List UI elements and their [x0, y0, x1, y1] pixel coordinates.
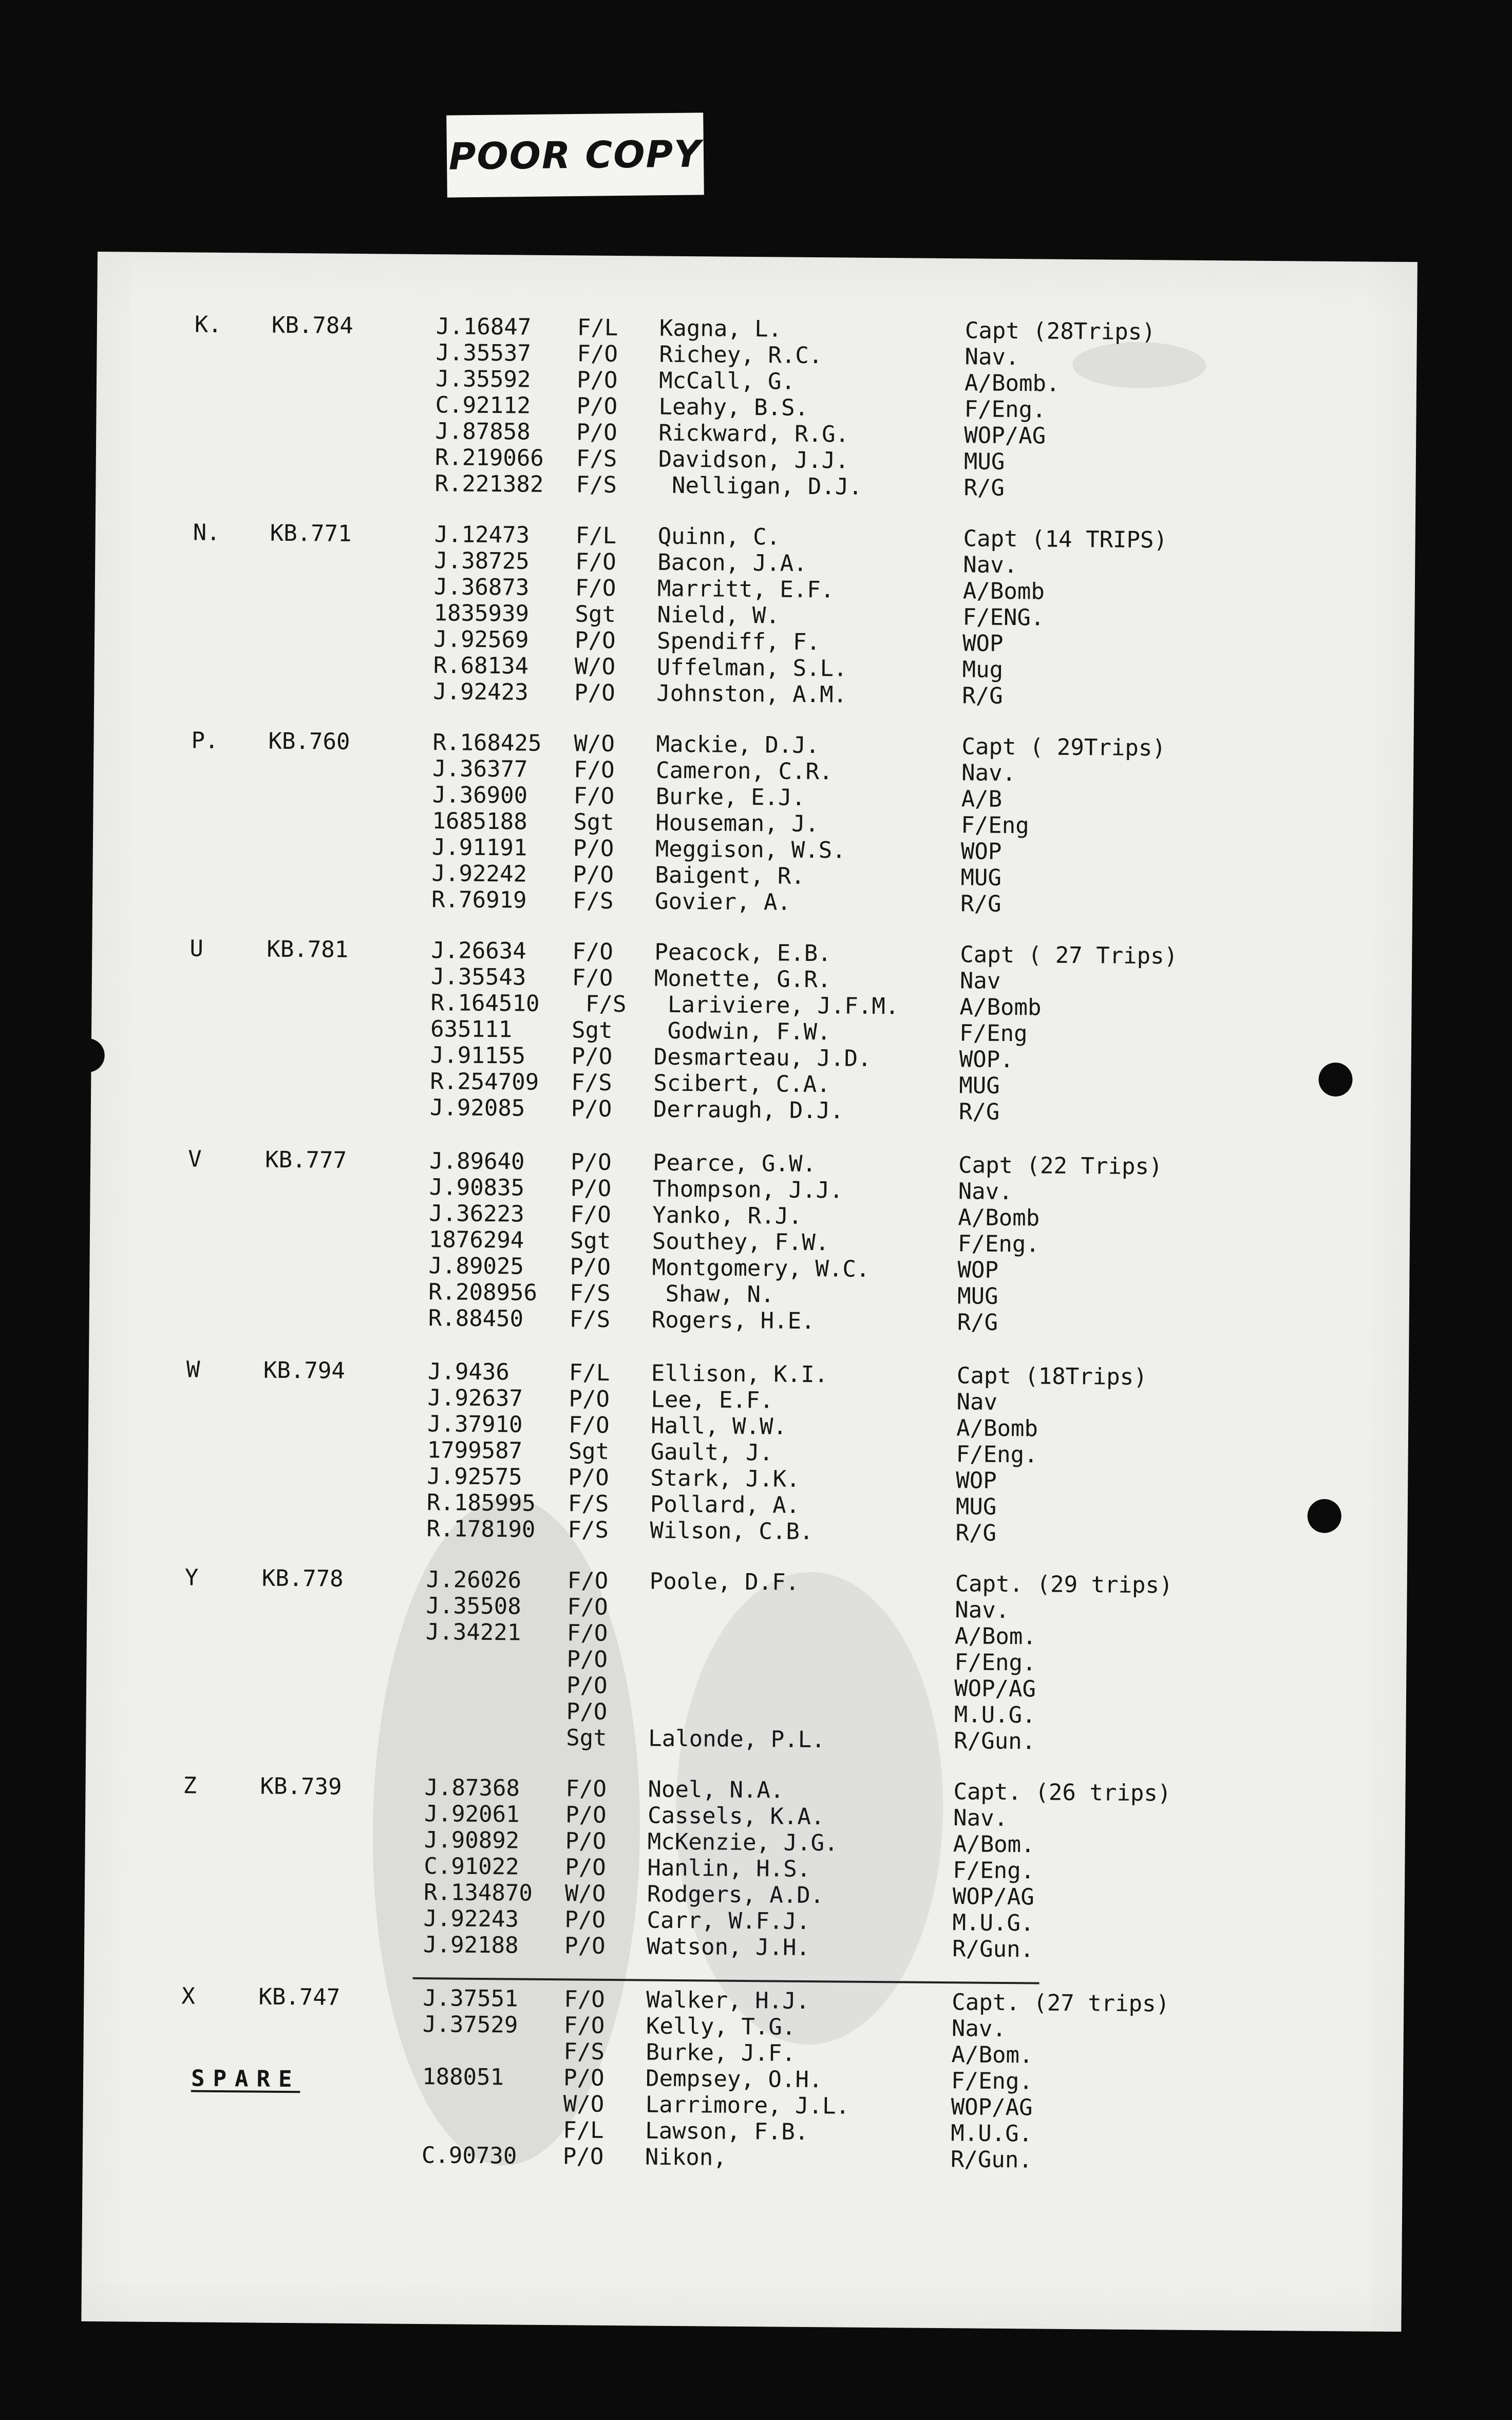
rank: P/O	[562, 2143, 604, 2170]
rank: F/O	[567, 1594, 608, 1620]
service-number: 1876294	[428, 1226, 524, 1254]
member-name: Carr, W.F.J.	[647, 1907, 810, 1935]
rank: P/O	[565, 1854, 607, 1881]
rank: F/O	[564, 1986, 605, 2013]
crew-role: A/Bomb	[956, 1415, 1038, 1442]
crew-role: WOP	[957, 1257, 999, 1283]
spare-label: SPARE	[191, 2065, 300, 2093]
aircraft-letter: N.	[193, 519, 220, 546]
member-name: Uffelman, S.L.	[656, 654, 847, 682]
member-name: Desmarteau, J.D.	[653, 1044, 872, 1072]
crew-role: M.U.G.	[952, 1909, 1034, 1937]
aircraft-serial: KB.747	[258, 1983, 341, 2011]
member-name: Baigent, R.	[655, 862, 805, 890]
rank: W/O	[574, 730, 615, 757]
member-name: Godwin, F.W.	[653, 1017, 831, 1046]
member-name: Quinn, C.	[657, 523, 781, 551]
rank: F/O	[573, 757, 615, 783]
rank: P/O	[565, 1828, 607, 1855]
poor-copy-label: POOR COPY	[448, 132, 702, 178]
service-number: J.35508	[426, 1593, 521, 1620]
member-name: Nield, W.	[657, 601, 780, 629]
rank: P/O	[563, 2065, 604, 2091]
rank: F/O	[568, 1412, 610, 1439]
member-name: Pearce, G.W.	[652, 1149, 817, 1178]
rank: P/O	[564, 1906, 606, 1933]
rank: P/O	[566, 1698, 608, 1725]
crew-role: M.U.G.	[951, 2120, 1033, 2147]
rank: P/O	[569, 1386, 610, 1412]
member-name: Davidson, J.J.	[658, 446, 849, 474]
rank: P/O	[570, 1175, 612, 1202]
rank: F/O	[565, 1775, 607, 1802]
service-number: J.92085	[429, 1094, 525, 1122]
crew-role: R/G	[960, 891, 1001, 917]
rank: P/O	[565, 1802, 607, 1828]
service-number: C.91022	[424, 1853, 519, 1880]
crew-role: F/Eng.	[951, 2068, 1033, 2095]
crew-role: F/Eng.	[956, 1441, 1038, 1468]
crew-role: R/G	[955, 1520, 997, 1546]
rank: F/O	[577, 341, 618, 367]
member-name: Shaw, N.	[651, 1280, 774, 1308]
crew-role: A/Bom.	[954, 1623, 1037, 1650]
service-number: R.219066	[434, 444, 544, 471]
member-name: Houseman, J.	[655, 809, 819, 838]
crew-role: M.U.G.	[954, 1701, 1036, 1729]
member-name: Burke, J.F.	[646, 2039, 796, 2067]
service-number: J.37529	[422, 2011, 518, 2038]
rank: Sgt	[573, 809, 614, 836]
crew-role: R/Gun.	[950, 2146, 1033, 2173]
rank: F/S	[572, 991, 627, 1018]
service-number: J.92061	[424, 1801, 520, 1828]
service-number: J.26026	[426, 1566, 522, 1594]
member-name: Poole, D.F.	[649, 1568, 800, 1596]
service-number: J.16847	[436, 313, 532, 341]
rank: F/L	[563, 2117, 604, 2144]
rank: F/S	[563, 2038, 605, 2065]
crew-role: F/Eng.	[957, 1231, 1040, 1258]
service-number: J.91155	[430, 1042, 526, 1069]
crew-role: Capt (14 TRIPS)	[963, 525, 1168, 554]
service-number: J.38725	[434, 547, 530, 575]
member-name: McKenzie, J.G.	[647, 1828, 838, 1857]
aircraft-serial: KB.778	[261, 1565, 344, 1592]
crew-role: WOP/AG	[964, 422, 1046, 449]
rank: F/O	[566, 1620, 608, 1647]
crew-role: F/Eng.	[964, 396, 1046, 423]
rank: P/O	[570, 1254, 611, 1280]
crew-role: WOP	[956, 1467, 997, 1494]
crew-role: A/Bomb	[958, 1204, 1040, 1232]
member-name: Rogers, H.E.	[651, 1307, 815, 1335]
crew-role: WOP/AG	[951, 2094, 1033, 2121]
service-number: J.92242	[431, 860, 527, 887]
rank: F/L	[577, 314, 618, 341]
rank: F/O	[570, 1201, 611, 1228]
member-name: Lariviere, J.F.M.	[654, 991, 899, 1020]
crew-role: WOP.	[959, 1046, 1014, 1073]
aircraft-letter: Y	[184, 1564, 199, 1591]
rank: F/O	[563, 2012, 605, 2039]
rank: P/O	[573, 835, 614, 862]
crew-role: Nav.	[951, 2015, 1007, 2042]
rank: F/O	[573, 783, 615, 809]
rank: F/S	[568, 1517, 609, 1543]
crew-role: WOP/AG	[952, 1883, 1035, 1911]
rank: F/S	[568, 1490, 609, 1517]
member-name: Peacock, E.B.	[654, 939, 831, 967]
rank: P/O	[566, 1646, 608, 1673]
service-number: R.221382	[434, 470, 544, 498]
rank: P/O	[573, 861, 614, 888]
crew-role: Capt (22 Trips)	[958, 1152, 1163, 1180]
aircraft-letter: Z	[183, 1772, 197, 1799]
crew-role: A/Bomb.	[964, 370, 1060, 397]
service-number: J.89025	[428, 1253, 524, 1280]
rank: F/S	[576, 445, 617, 472]
rank: P/O	[571, 1043, 613, 1070]
rank: F/O	[572, 965, 613, 991]
crew-role: Capt. (26 trips)	[953, 1779, 1171, 1807]
member-name: Hanlin, H.S.	[647, 1855, 811, 1882]
member-name: Montgomery, W.C.	[652, 1254, 870, 1282]
crew-role: A/Bom.	[951, 2041, 1033, 2069]
crew-section	[87, 1564, 1407, 1755]
service-number: J.90835	[429, 1174, 525, 1201]
rank: Sgt	[571, 1017, 613, 1044]
crew-role: A/Bomb	[962, 578, 1045, 605]
rank: W/O	[564, 1880, 606, 1907]
member-name: Rickward, R.G.	[658, 420, 849, 448]
crew-role: R/G	[963, 475, 1005, 501]
crew-role: Nav	[956, 1389, 998, 1415]
member-name: Johnston, A.M.	[656, 680, 847, 708]
service-number: R.88450	[428, 1305, 524, 1332]
rank: F/S	[569, 1280, 611, 1307]
crew-role: Nav	[959, 968, 1001, 994]
crew-role: Mug	[962, 656, 1004, 683]
crew-role: MUG	[959, 1072, 1000, 1099]
crew-role: R/G	[958, 1099, 1000, 1125]
service-number: J.90892	[424, 1827, 520, 1854]
crew-role: F/Eng.	[954, 1649, 1036, 1676]
member-name: Kagna, L.	[659, 315, 782, 343]
member-name: Walker, H.J.	[646, 1987, 810, 2014]
rank: F/O	[575, 575, 616, 601]
service-number: J.87368	[424, 1774, 520, 1802]
member-name: Hall, W.W.	[650, 1412, 787, 1440]
crew-section	[97, 311, 1417, 501]
member-name: Stark, J.K.	[650, 1465, 800, 1492]
crew-role: Nav.	[963, 552, 1018, 579]
member-name: Govier, A.	[654, 888, 791, 916]
crew-role: R/G	[957, 1309, 998, 1336]
service-number: J.92575	[427, 1463, 522, 1490]
crew-role: MUG	[955, 1493, 997, 1520]
rank: F/S	[576, 471, 617, 498]
service-number: R.76919	[431, 886, 527, 914]
member-name: Thompson, J.J.	[652, 1176, 843, 1204]
service-number: J.92637	[427, 1385, 523, 1412]
service-number: J.36377	[432, 755, 528, 783]
rank: F/L	[569, 1359, 610, 1386]
service-number: 635111	[430, 1016, 513, 1043]
service-number: J.34221	[425, 1619, 521, 1646]
crew-role: Nav.	[965, 344, 1019, 371]
rank: F/S	[572, 887, 614, 914]
member-name: Leahy, B.S.	[658, 393, 809, 421]
service-number: J.35537	[436, 339, 532, 367]
aircraft-letter: P.	[191, 727, 219, 754]
service-number: 1685188	[432, 808, 527, 835]
service-number: 1799587	[427, 1437, 523, 1464]
rank: P/O	[564, 1933, 606, 1959]
service-number: J.37910	[427, 1411, 523, 1438]
rank: Sgt	[568, 1438, 610, 1465]
service-number: R.164510	[430, 990, 540, 1017]
aircraft-letter: V	[187, 1146, 202, 1173]
crew-section	[96, 519, 1415, 709]
member-name: Watson, J.H.	[646, 1933, 810, 1961]
aircraft-serial: KB.771	[270, 520, 352, 547]
service-number: J.35543	[430, 963, 526, 991]
rank: P/O	[574, 679, 615, 706]
service-number: J.91191	[431, 834, 527, 861]
crew-role: R/G	[962, 683, 1003, 709]
service-number: R.168425	[432, 729, 542, 757]
crew-role: A/B	[961, 786, 1003, 812]
member-name: Nelligan, D.J.	[658, 472, 863, 500]
service-number: C.90730	[421, 2142, 517, 2169]
member-name: Scibert, C.A.	[653, 1070, 830, 1098]
crew-role: Capt. (29 trips)	[955, 1571, 1173, 1599]
member-name: Cameron, C.R.	[655, 757, 833, 785]
crew-role: R/Gun.	[952, 1936, 1034, 1963]
service-number: J.12473	[434, 521, 530, 549]
crew-section	[92, 935, 1412, 1125]
service-number: J.92188	[423, 1932, 519, 1959]
service-number: J.36900	[432, 782, 528, 809]
crew-role: MUG	[963, 448, 1005, 475]
crew-role: A/Bomb	[959, 994, 1042, 1021]
service-number: J.26634	[431, 937, 526, 965]
rank: W/O	[563, 2091, 604, 2118]
crew-role: Capt (28Trips)	[965, 317, 1156, 346]
member-name: Noel, N.A.	[648, 1776, 784, 1804]
crew-role: F/ENG.	[962, 604, 1045, 631]
rank: P/O	[571, 1095, 612, 1122]
crew-roster-page	[81, 252, 1418, 2332]
crew-role: WOP	[960, 838, 1002, 865]
service-number: R.254709	[430, 1068, 539, 1095]
member-name: Derraugh, D.J.	[653, 1096, 844, 1124]
service-number: R.68134	[433, 652, 529, 679]
rank: P/O	[570, 1149, 612, 1176]
member-name: McCall, G.	[658, 367, 796, 395]
poor-copy-stamp	[446, 112, 704, 197]
rank: P/O	[576, 419, 617, 446]
crew-role: Nav.	[961, 760, 1016, 787]
member-name: Monette, G.R.	[654, 965, 831, 993]
aircraft-serial: KB.794	[263, 1357, 346, 1384]
service-number: 188051	[422, 2064, 504, 2091]
rank: P/O	[576, 367, 618, 393]
crew-role: Nav.	[958, 1178, 1013, 1205]
rank: P/O	[574, 627, 616, 654]
aircraft-serial: KB.781	[267, 936, 349, 963]
member-name: Pollard, A.	[650, 1491, 800, 1519]
service-number: R.134870	[423, 1879, 533, 1906]
aircraft-serial: KB.777	[264, 1146, 347, 1174]
crew-role: A/Bom.	[953, 1831, 1035, 1858]
rank: P/O	[576, 393, 618, 420]
rank: W/O	[574, 653, 616, 680]
service-number: J.36223	[429, 1200, 524, 1227]
member-name: Wilson, C.B.	[650, 1517, 814, 1545]
aircraft-serial: KB.739	[260, 1773, 342, 1800]
member-name: Mackie, D.J.	[656, 731, 820, 759]
service-number: C.92112	[435, 392, 531, 419]
member-name: Ellison, K.I.	[651, 1360, 828, 1388]
crew-role: WOP/AG	[954, 1675, 1036, 1703]
member-name: Southey, F.W.	[652, 1228, 829, 1256]
aircraft-letter: U	[190, 935, 204, 962]
crew-role: R/Gun.	[954, 1728, 1036, 1755]
rank: P/O	[566, 1672, 608, 1699]
member-name: Kelly, T.G.	[646, 2013, 796, 2040]
service-number: R.178190	[426, 1516, 536, 1543]
service-number: J.37551	[423, 1985, 518, 2012]
crew-section	[94, 727, 1414, 917]
member-name: Meggison, W.S.	[655, 836, 846, 864]
crew-role: F/Eng.	[953, 1857, 1035, 1884]
service-number: 1835939	[433, 600, 530, 627]
member-name: Gault, J.	[650, 1439, 773, 1466]
member-name: Cassels, K.A.	[647, 1802, 825, 1830]
service-number: J.92243	[423, 1905, 519, 1933]
member-name: Dempsey, O.H.	[645, 2065, 823, 2093]
service-number: J.35592	[435, 366, 531, 393]
rank: Sgt	[566, 1725, 607, 1751]
rank: F/O	[575, 549, 616, 575]
crew-role: Capt. (27 trips)	[952, 1989, 1170, 2017]
crew-role: MUG	[960, 864, 1002, 891]
aircraft-letter: W	[186, 1356, 200, 1383]
crew-role: WOP	[962, 630, 1004, 657]
crew-role: Capt (18Trips)	[956, 1363, 1147, 1391]
rank: P/O	[568, 1464, 609, 1491]
crew-role: F/Eng	[959, 1020, 1028, 1047]
aircraft-serial: KB.760	[268, 728, 350, 755]
member-name: Larrimore, J.L.	[645, 2091, 850, 2120]
aircraft-letter: K.	[194, 311, 222, 338]
rank: F/S	[569, 1306, 611, 1333]
member-name: Richey, R.C.	[659, 341, 823, 369]
service-number: J.87858	[435, 418, 531, 445]
rank: F/L	[575, 522, 617, 549]
crew-section	[90, 1145, 1410, 1336]
crew-role: F/Eng	[961, 812, 1029, 839]
member-name: Marritt, E.F.	[657, 575, 835, 603]
member-name: Lawson, F.B.	[645, 2118, 809, 2145]
member-name: Yanko, R.J.	[652, 1202, 802, 1230]
member-name: Lee, E.F.	[651, 1386, 774, 1414]
crew-role: Nav.	[953, 1805, 1008, 1832]
member-name: Nikon,	[645, 2144, 727, 2171]
member-name: Spendiff, F.	[656, 628, 821, 656]
service-number: J.36873	[433, 574, 530, 601]
crew-role: MUG	[957, 1283, 998, 1310]
member-name: Lalonde, P.L.	[648, 1725, 825, 1753]
rank: F/S	[571, 1069, 613, 1096]
crew-role: Capt ( 27 Trips)	[960, 941, 1178, 970]
aircraft-serial: KB.784	[271, 312, 354, 339]
service-number: J.92569	[433, 626, 529, 653]
rank: F/O	[567, 1567, 609, 1594]
service-number: R.208956	[428, 1279, 538, 1306]
service-number: J.89640	[429, 1148, 525, 1175]
crew-role: Nav.	[955, 1597, 1010, 1624]
member-name: Rodgers, A.D.	[647, 1881, 824, 1909]
member-name: Burke, E.J.	[655, 783, 806, 811]
rank: F/O	[572, 938, 614, 965]
crew-section	[89, 1356, 1409, 1546]
rank: Sgt	[575, 601, 616, 628]
service-number: J.9436	[427, 1358, 510, 1386]
crew-role: Capt ( 29Trips)	[961, 733, 1166, 762]
aircraft-letter: X	[181, 1983, 196, 2010]
service-number: R.185995	[426, 1489, 536, 1517]
service-number: J.92423	[433, 678, 528, 706]
rank: Sgt	[570, 1227, 611, 1254]
member-name: Bacon, J.A.	[657, 549, 807, 577]
